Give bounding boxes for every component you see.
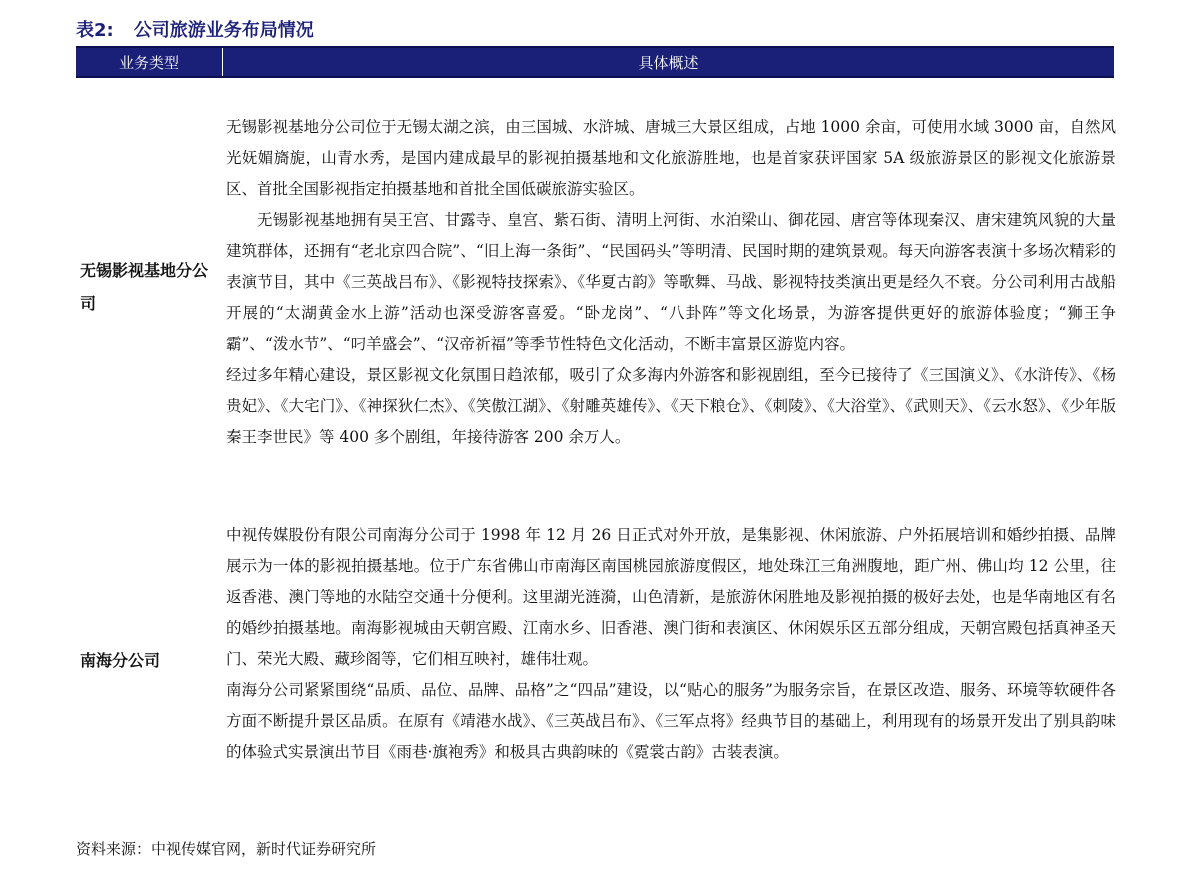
table-number: 表2:	[76, 20, 114, 41]
header-business-type: 业务类型	[76, 48, 223, 76]
paragraph: 中视传媒股份有限公司南海分公司于 1998 年 12 月 26 日正式对外开放，是集影视、休闲旅游、户外拓展培训和婚纱拍摄、品牌展示为一体的影视拍摄基地。位于广东省佛山市南海区南国桃园旅游度假区，地处珠江三角洲腹地，距广州、佛山均 12 公里，往返香港、澳门等地的水陆空交通十分便利。这里湖光涟漪，山色清新，是旅游休闲胜地及影视拍摄的极好去处，也是华南地区有名的婚纱拍摄基地。南海影视城由天朝宫殿、江南水乡、旧香港、澳门街和表演区、休闲娱乐区五部分组成，天朝宫殿包括真神圣天门、荣光大殿、藏珍阁等，它们相互映衬，雄伟壮观。	[226, 526, 1116, 668]
table-title	[76, 16, 314, 44]
table-caption: 公司旅游业务布局情况	[133, 20, 314, 41]
row-type-wuxi: 无锡影视基地分公司	[80, 261, 209, 313]
paragraph: 南海分公司紧紧围绕“品质、品位、品牌、品格”之“四品”建设，以“贴心的服务”为服务宗旨，在景区改造、服务、环境等软硬件各方面不断提升景区品质。在原有《靖港水战》、《三英战吕布》、《三军点将》经典节目的基础上，利用现有的场景开发出了别具韵味的体验式实景演出节目《雨巷·旗袍秀》和极具古典韵味的《霓裳古韵》古装表演。	[226, 681, 1116, 761]
paragraph: 经过多年精心建设，景区影视文化氛围日趋浓郁，吸引了众多海内外游客和影视剧组，至今已接待了《三国演义》、《水浒传》、《杨贵妃》、《大宅门》、《神探狄仁杰》、《笑傲江湖》、《射雕英雄传》、《天下粮仓》、《刺陵》、《大浴堂》、《武则天》、《云水怒》、《少年版秦王李世民》等 400 多个剧组，年接待游客 200 余万人。	[226, 366, 1116, 446]
row-type-nanhai: 南海分公司	[80, 651, 161, 670]
table-header	[76, 46, 1114, 78]
row-desc-nanhai	[226, 520, 1116, 768]
paragraph: 无锡影视基地分公司位于无锡太湖之滨，由三国城、水浒城、唐城三大景区组成，占地 1000 余亩，可使用水域 3000 亩，自然风光妩媚旖旎，山青水秀，是国内建成最早的影视拍摄基地和文化旅游胜地，也是首家获评国家 5A 级旅游景区的影视文化旅游景区、首批全国影视指定拍摄基地和首批全国低碳旅游实验区。	[226, 118, 1116, 198]
paragraph: 无锡影视基地拥有吴王宫、甘露寺、皇宫、紫石街、清明上河街、水泊梁山、御花园、唐宫等体现秦汉、唐宋建筑风貌的大量建筑群体，还拥有“老北京四合院”、“旧上海一条街”、“民国码头”等明清、民国时期的建筑景观。每天向游客表演十多场次精彩的表演节目，其中《三英战吕布》、《影视特技探索》、《华夏古韵》等歌舞、马战、影视特技类演出更是经久不衰。分公司利用古战船开展的“太湖黄金水上游”活动也深受游客喜爱。“卧龙岗”、“八卦阵”等文化场景，为游客提供更好的旅游体验度；“狮王争霸”、“泼水节”、“叼羊盛会”、“汉帝祈福”等季节性特色文化活动，不断丰富景区游览内容。	[226, 211, 1116, 353]
source-note: 资料来源：中视传媒官网，新时代证券研究所	[76, 840, 377, 858]
row-desc-wuxi	[226, 112, 1116, 453]
header-description: 具体概述	[638, 53, 699, 72]
